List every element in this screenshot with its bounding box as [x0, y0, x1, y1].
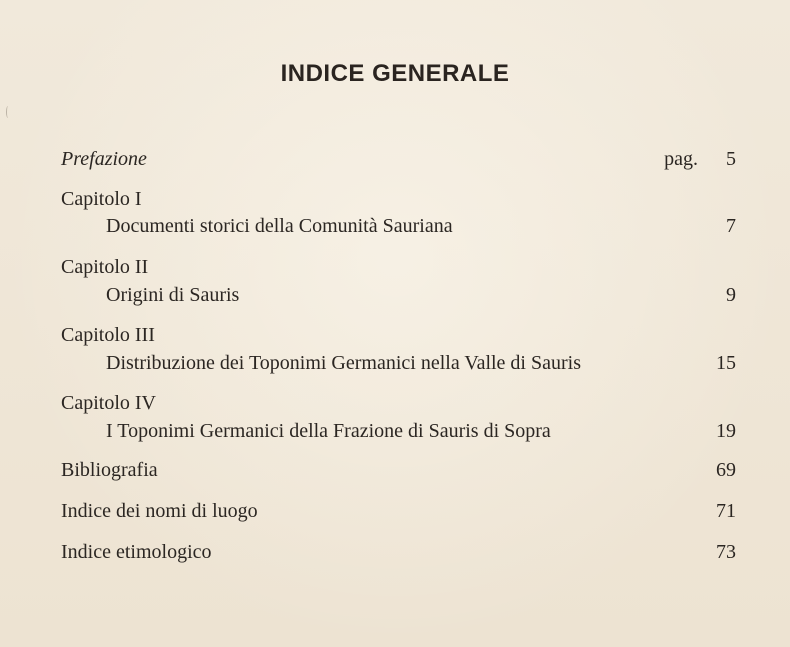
toc-chapter-heading — [0, 184, 790, 214]
toc-page-number: 19 — [716, 420, 736, 442]
toc-entry-etymological-index — [0, 537, 790, 567]
toc-page-number: 9 — [726, 284, 736, 306]
toc-entry-label: I Toponimi Germanici della Frazione di Sauris di Sopra — [106, 420, 551, 442]
toc-chapter-heading — [0, 320, 790, 350]
toc-entry-label: Bibliografia — [61, 459, 158, 481]
chapter-label: Capitolo IV — [61, 392, 156, 414]
toc-entry — [0, 416, 790, 446]
toc-chapter-heading — [0, 252, 790, 282]
chapter-label: Capitolo I — [61, 188, 142, 210]
toc-entry-label: Distribuzione dei Toponimi Germanici nella Valle di Sauris — [106, 352, 581, 374]
toc-page-number: 73 — [716, 541, 736, 563]
toc-entry-bibliography — [0, 455, 790, 485]
toc-entry-label: Documenti storici della Comunità Sauriana — [106, 215, 453, 237]
toc-entry-label: Indice dei nomi di luogo — [61, 500, 258, 522]
toc-entry-label: Origini di Sauris — [106, 284, 240, 306]
chapter-label: Capitolo III — [61, 324, 155, 346]
toc-entry — [0, 211, 790, 241]
page-mark — [6, 106, 10, 118]
toc-entry — [0, 280, 790, 310]
toc-entry — [0, 348, 790, 378]
toc-page-number: 7 — [726, 215, 736, 237]
toc-entry-label: Prefazione — [61, 148, 147, 170]
page-title: INDICE GENERALE — [280, 60, 510, 87]
pag-label: pag. — [664, 148, 698, 170]
toc-page-number: 69 — [716, 459, 736, 481]
toc-chapter-heading — [0, 388, 790, 418]
toc-page-number: 5 — [726, 148, 736, 170]
toc-entry-place-index — [0, 496, 790, 526]
toc-page-number: 15 — [716, 352, 736, 374]
toc-entry-label: Indice etimologico — [61, 541, 212, 563]
toc-entry-preface — [0, 144, 790, 174]
chapter-label: Capitolo II — [61, 256, 149, 278]
toc-page-number: 71 — [716, 500, 736, 522]
